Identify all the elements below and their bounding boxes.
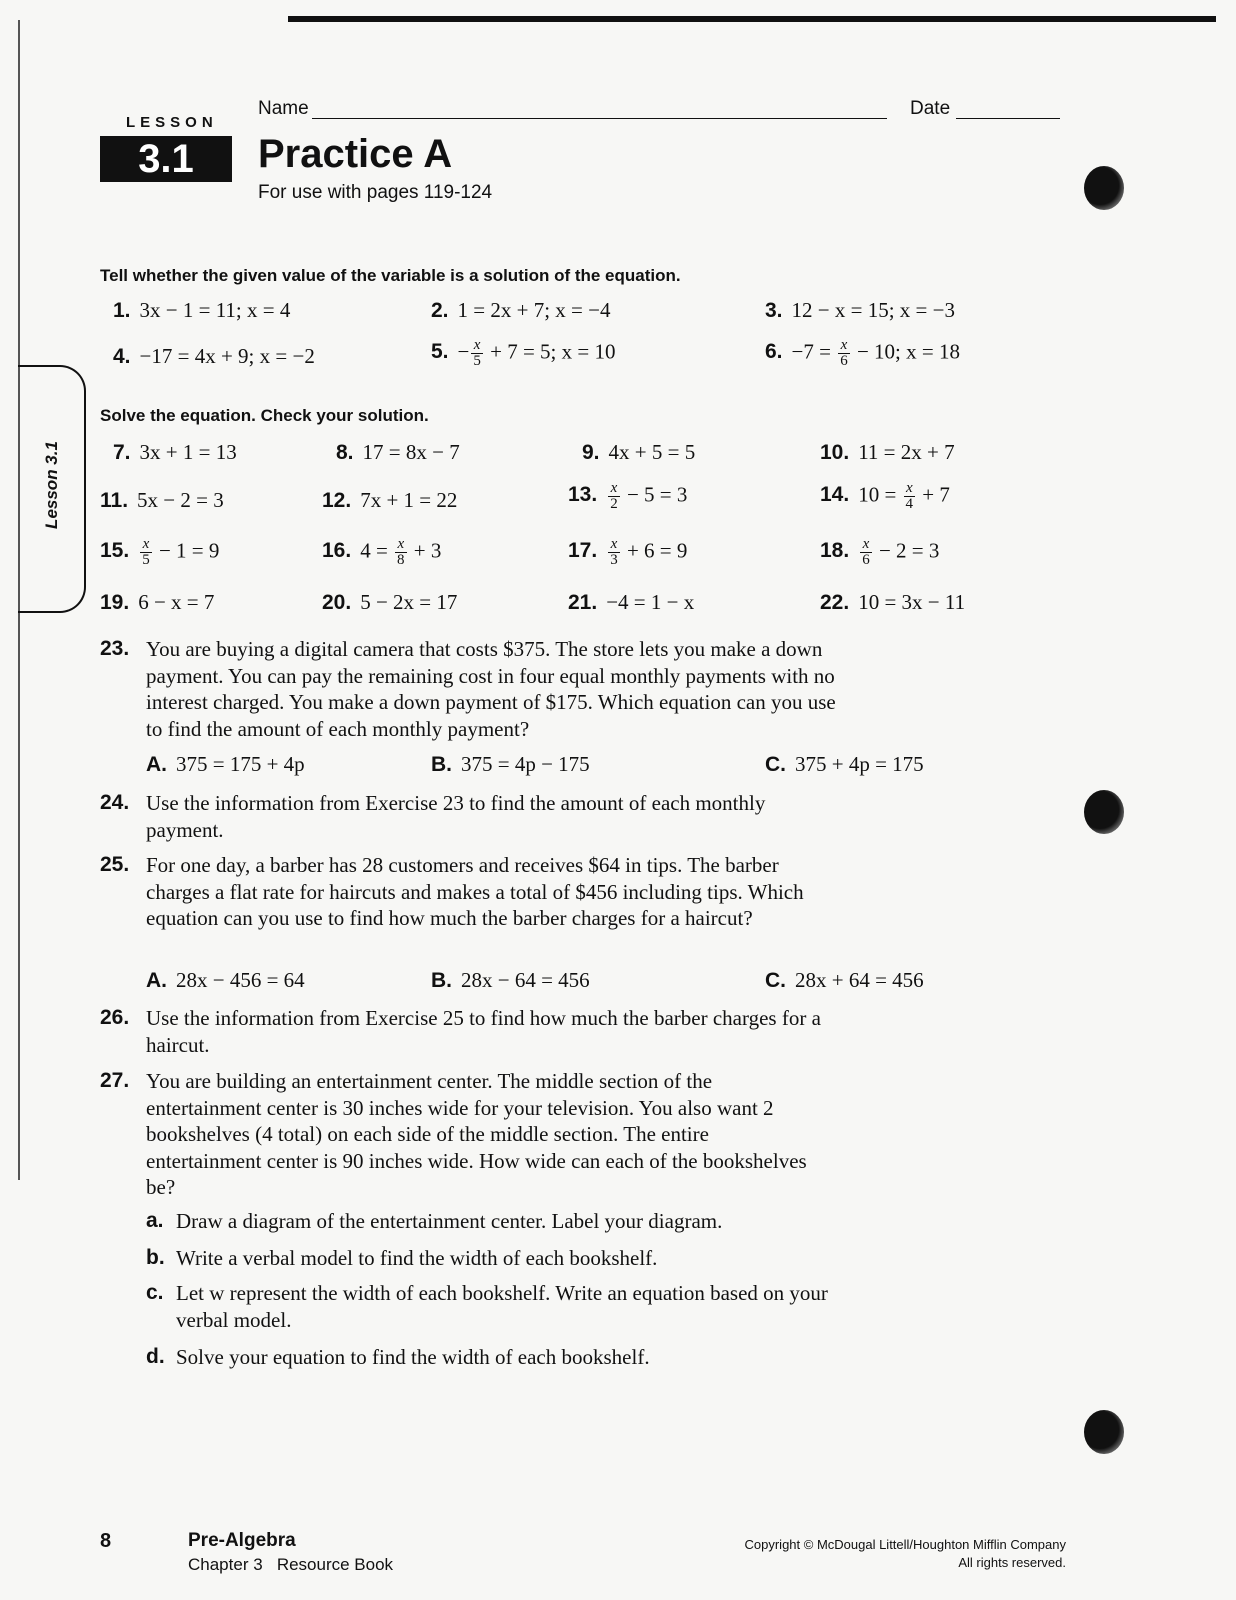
problem-26	[100, 1005, 836, 1058]
fraction	[140, 537, 152, 568]
fraction	[395, 537, 407, 568]
exercise-number: 10.	[820, 441, 850, 464]
exercise-22	[820, 590, 965, 615]
exercise-number: 3.	[765, 299, 783, 322]
exercise-number: 6.	[765, 340, 783, 364]
fraction-numerator: x	[140, 537, 152, 553]
p27-part-d	[146, 1344, 856, 1371]
option-letter: A.	[146, 753, 167, 776]
exercise-10	[820, 440, 955, 465]
option-letter: B.	[431, 753, 452, 776]
problem-24	[100, 790, 826, 843]
exercise-number: 11.	[100, 489, 129, 512]
problem-text: Use the information from Exercise 23 to find the amount of each monthly payment.	[146, 791, 766, 842]
exercise-text-post: − 10; x = 18	[851, 339, 960, 364]
exercise-14	[820, 481, 950, 512]
problem-text: For one day, a barber has 28 customers and receives $64 in tips. The barber charges a flat rate for haircuts and makes a total of $456 including tips. Which equation can you use to find how much the barber charges for a haircut?	[146, 853, 804, 930]
exercise-number: 9.	[582, 441, 600, 464]
fraction	[838, 338, 850, 369]
exercise-number: 16.	[322, 539, 352, 563]
exercise-7	[113, 440, 237, 465]
problem-number: 25.	[100, 853, 130, 876]
side-tab-label: Lesson 3.1	[42, 441, 61, 529]
option-text: 375 = 4p − 175	[461, 752, 590, 776]
exercise-number: 13.	[568, 483, 598, 507]
part-text: Solve your equation to find the width of each bookshelf.	[176, 1345, 650, 1369]
option-letter: C.	[765, 969, 786, 992]
part-text: Draw a diagram of the entertainment center. Label your diagram.	[176, 1209, 723, 1233]
option-text: 28x − 456 = 64	[176, 968, 305, 992]
exercise-text-pre: −	[457, 339, 470, 364]
fraction-denominator: 5	[142, 552, 150, 568]
part-letter: a.	[146, 1209, 164, 1232]
fraction	[860, 537, 872, 568]
exercise-text: 1 = 2x + 7; x = −4	[457, 298, 611, 322]
p23-option-b	[431, 752, 590, 777]
problem-text: Use the information from Exercise 25 to find how much the barber charges for a haircut.	[146, 1006, 821, 1057]
p25-option-a	[146, 968, 305, 993]
problem-text: You are buying a digital camera that costs $375. The store lets you make a down payment. You can pay the remaining cost in four equal monthly payments with no interest charged. You make a down payment of $175. Which equation can you use to find the amount of each monthly payment?	[146, 637, 836, 741]
fraction	[608, 537, 620, 568]
lesson-number-badge: 3.1	[100, 136, 232, 182]
part-text: Let w represent the width of each bookshelf. Write an equation based on your verbal model.	[176, 1281, 828, 1332]
date-input-line[interactable]	[956, 118, 1060, 119]
exercise-number: 2.	[431, 299, 449, 322]
exercise-9	[582, 440, 695, 465]
exercise-number: 17.	[568, 539, 598, 563]
fraction	[904, 481, 916, 512]
exercise-number: 14.	[820, 483, 850, 507]
problem-23	[100, 636, 836, 742]
option-text: 28x − 64 = 456	[461, 968, 590, 992]
exercise-8	[336, 440, 460, 465]
exercise-18	[820, 537, 939, 568]
binder-hole-top	[1084, 166, 1124, 210]
rights-reserved: All rights reserved.	[958, 1555, 1066, 1570]
exercise-20	[322, 590, 457, 615]
fraction	[608, 481, 620, 512]
fraction-numerator: x	[395, 537, 407, 553]
exercise-text: 5x − 2 = 3	[137, 488, 224, 512]
exercise-17	[568, 537, 687, 568]
part-letter: c.	[146, 1281, 164, 1304]
exercise-text-post: + 6 = 9	[621, 538, 688, 563]
option-letter: A.	[146, 969, 167, 992]
page-subtitle: For use with pages 119-124	[258, 182, 493, 203]
book-title: Pre-Algebra	[188, 1530, 296, 1551]
exercise-19	[100, 590, 214, 615]
exercise-number: 19.	[100, 591, 130, 614]
exercise-text: 17 = 8x − 7	[362, 440, 460, 464]
option-letter: C.	[765, 753, 786, 776]
fraction-numerator: x	[608, 481, 620, 497]
exercise-number: 7.	[113, 441, 131, 464]
section2-instruction: Solve the equation. Check your solution.	[100, 406, 429, 425]
exercise-15	[100, 537, 219, 568]
exercise-5	[431, 338, 615, 369]
copyright: Copyright © McDougal Littell/Houghton Mifflin Company	[744, 1537, 1066, 1552]
exercise-text: 7x + 1 = 22	[360, 488, 458, 512]
problem-25	[100, 852, 836, 932]
exercise-number: 18.	[820, 539, 850, 563]
exercise-number: 5.	[431, 340, 449, 364]
exercise-11	[100, 488, 224, 513]
problem-text: You are building an entertainment center. The middle section of the entertainment center is 30 inches wide for your television. You also want 2 bookshelves (4 total) on each side of the middle section. The entire entertainment center is 90 inches wide. How wide can each of the bookshelves be?	[146, 1069, 807, 1199]
fraction-denominator: 5	[473, 353, 481, 369]
fraction-numerator: x	[608, 537, 620, 553]
exercise-16	[322, 537, 441, 568]
page-number: 8	[100, 1530, 112, 1552]
exercise-number: 1.	[113, 299, 131, 322]
fraction	[471, 338, 483, 369]
exercise-text-pre: −7 =	[791, 339, 837, 364]
date-label: Date	[910, 98, 951, 119]
binder-hole-bottom	[1084, 1410, 1124, 1454]
fraction-denominator: 4	[905, 496, 914, 512]
exercise-text: 5 − 2x = 17	[360, 590, 458, 614]
p25-option-c	[765, 968, 924, 993]
exercise-13	[568, 481, 687, 512]
exercise-number: 8.	[336, 441, 354, 464]
page-title: Practice A	[258, 132, 453, 176]
exercise-6	[765, 338, 960, 369]
exercise-text-post: − 5 = 3	[621, 482, 688, 507]
p23-option-c	[765, 752, 924, 777]
fraction-denominator: 6	[840, 353, 848, 369]
problem-number: 24.	[100, 791, 130, 814]
top-rule	[288, 16, 1216, 22]
part-letter: d.	[146, 1345, 165, 1368]
exercise-number: 20.	[322, 591, 352, 614]
fraction-denominator: 6	[862, 552, 870, 568]
problem-number: 23.	[100, 637, 130, 660]
exercise-text: 11 = 2x + 7	[858, 440, 955, 464]
exercise-text: −4 = 1 − x	[606, 590, 695, 614]
exercise-number: 15.	[100, 539, 130, 563]
fraction-denominator: 2	[610, 496, 618, 512]
exercise-text-post: − 2 = 3	[873, 538, 940, 563]
p27-part-a	[146, 1208, 856, 1235]
name-input-line[interactable]	[312, 118, 887, 119]
exercise-text: 3x + 1 = 13	[139, 440, 237, 464]
p25-option-b	[431, 968, 590, 993]
exercise-text: 12 − x = 15; x = −3	[791, 298, 955, 322]
part-letter: b.	[146, 1246, 165, 1269]
binder-hole-middle	[1084, 790, 1124, 834]
exercise-text-pre: 4 =	[360, 538, 394, 563]
exercise-3	[765, 298, 955, 323]
exercise-text-post: − 1 = 9	[153, 538, 220, 563]
exercise-text-post: + 3	[408, 538, 442, 563]
fraction-numerator: x	[904, 481, 916, 497]
chapter-label: Chapter 3 Resource Book	[188, 1555, 394, 1574]
exercise-1	[113, 298, 290, 323]
fraction-numerator: x	[471, 338, 483, 354]
exercise-text: 4x + 5 = 5	[608, 440, 696, 464]
fraction-denominator: 8	[397, 552, 405, 568]
exercise-number: 12.	[322, 489, 352, 512]
exercise-number: 22.	[820, 591, 850, 614]
option-text: 375 = 175 + 4p	[176, 752, 305, 776]
exercise-text: −17 = 4x + 9; x = −2	[139, 344, 315, 368]
fraction-numerator: x	[838, 338, 850, 354]
exercise-text: 6 − x = 7	[138, 590, 215, 614]
exercise-text-post: + 7	[917, 482, 950, 507]
p27-part-c	[146, 1280, 836, 1333]
option-text: 375 + 4p = 175	[795, 752, 924, 776]
exercise-2	[431, 298, 610, 323]
fraction-denominator: 3	[610, 552, 618, 568]
option-letter: B.	[431, 969, 452, 992]
exercise-number: 4.	[113, 345, 131, 368]
exercise-4	[113, 344, 315, 369]
fraction-numerator: x	[860, 537, 872, 553]
p23-option-a	[146, 752, 305, 777]
exercise-text: 10 = 3x − 11	[858, 590, 966, 614]
lesson-word: LESSON	[126, 114, 218, 131]
problem-number: 27.	[100, 1069, 130, 1092]
section1-instruction: Tell whether the given value of the variable is a solution of the equation.	[100, 266, 681, 285]
part-text: Write a verbal model to find the width of each bookshelf.	[176, 1246, 658, 1270]
exercise-21	[568, 590, 694, 615]
p27-part-b	[146, 1245, 856, 1272]
problem-27	[100, 1068, 816, 1201]
exercise-number: 21.	[568, 591, 598, 614]
exercise-text-post: + 7 = 5; x = 10	[484, 339, 616, 364]
exercise-text-pre: 10 =	[858, 482, 902, 507]
problem-number: 26.	[100, 1006, 130, 1029]
name-label: Name	[258, 98, 309, 119]
exercise-12	[322, 488, 457, 513]
exercise-text: 3x − 1 = 11; x = 4	[139, 298, 291, 322]
option-text: 28x + 64 = 456	[795, 968, 924, 992]
